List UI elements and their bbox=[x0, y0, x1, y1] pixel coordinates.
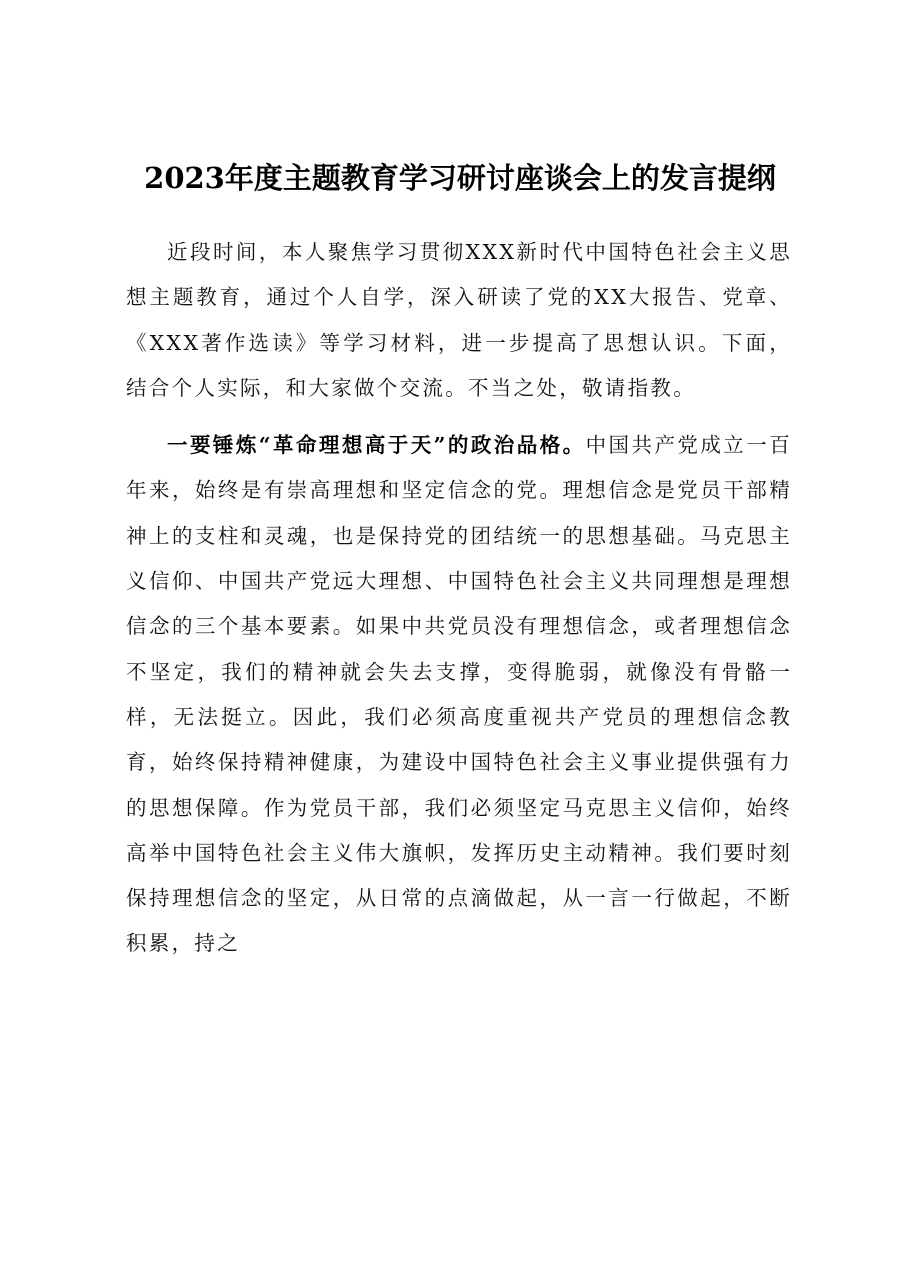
document-title: 2023年度主题教育学习研讨座谈会上的发言提纲 bbox=[144, 161, 776, 195]
intro-paragraph bbox=[126, 230, 792, 411]
section-one-paragraph bbox=[126, 423, 792, 967]
paragraph-text: 近段时间，本人聚焦学习贯彻XXX新时代中国特色社会主义思想主题教育，通过个人自学，深入研读了党的XX大报告、党章、《XXX著作选读》等学习材料，进一步提高了思想认识。下面，结合个人实际，和大家做个交流。不当之处，敬请指教。 bbox=[126, 240, 792, 400]
paragraph-text: 中国共产党成立一百年来，始终是有崇高理想和坚定信念的党。理想信念是党员干部精神上的支柱和灵魂，也是保持党的团结统一的思想基础。马克思主义信仰、中国共产党远大理想、中国特色社会主义共同理想是理想信念的三个基本要素。如果中共党员没有理想信念，或者理想信念不坚定，我们的精神就会失去支撑，变得脆弱，就像没有骨骼一样，无法挺立。因此，我们必须高度重视共产党员的理想信念教育，始终保持精神健康，为建设中国特色社会主义事业提供强有力的思想保障。作为党员干部，我们必须坚定马克思主义信仰，始终高举中国特色社会主义伟大旗帜，发挥历史主动精神。我们要时刻保持理想信念的坚定，从日常的点滴做起，从一言一行做起，不断积累，持之 bbox=[126, 433, 792, 956]
section-heading: 一要锤炼“革命理想高于天”的政治品格。 bbox=[167, 433, 586, 458]
document-body bbox=[126, 230, 792, 979]
